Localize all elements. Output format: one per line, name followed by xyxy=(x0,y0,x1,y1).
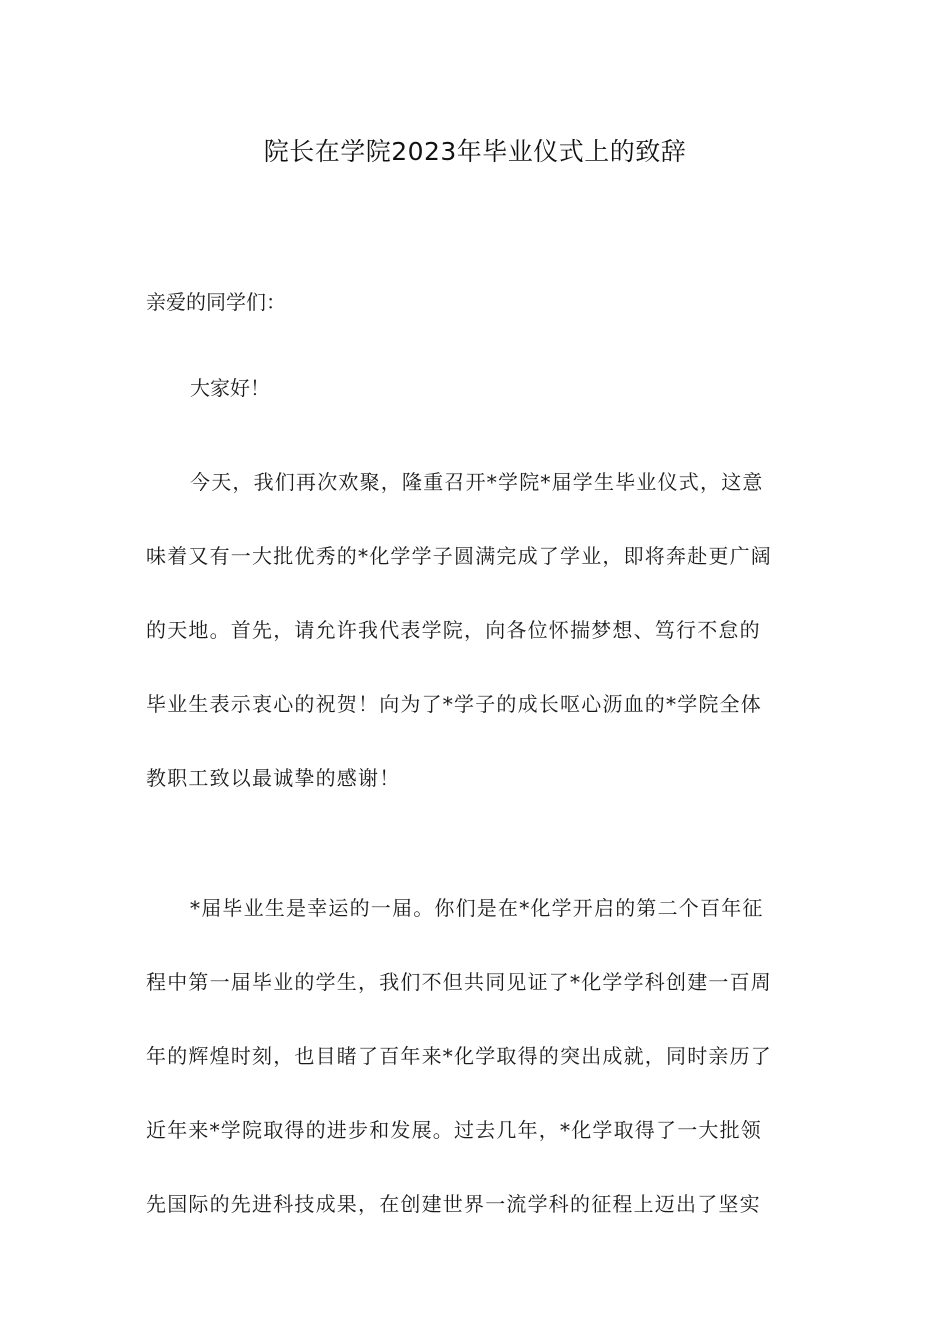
salutation: 亲爱的同学们： xyxy=(146,290,286,314)
paragraph-2 xyxy=(146,871,806,1241)
paragraph-line: 近年来*学院取得的进步和发展。过去几年，*化学取得了一大批领 xyxy=(146,1118,762,1142)
paragraph-line: 的天地。首先，请允许我代表学院，向各位怀揣梦想、笃行不怠的 xyxy=(146,618,761,642)
paragraph-line: 先国际的先进科技成果，在创建世界一流学科的征程上迈出了坚实 xyxy=(146,1192,761,1216)
paragraph-line: 程中第一届毕业的学生，我们不但共同见证了*化学学科创建一百周 xyxy=(146,970,772,994)
document-body xyxy=(146,287,806,1241)
greeting: 大家好！ xyxy=(190,376,270,400)
paragraph-line: 今天，我们再次欢聚，隆重召开*学院*届学生毕业仪式，这意 xyxy=(190,470,764,494)
document-title: 院长在学院2023年毕业仪式上的致辞 xyxy=(263,137,687,166)
paragraph-line: 年的辉煌时刻，也目睹了百年来*化学取得的突出成就，同时亲历了 xyxy=(146,1044,772,1068)
paragraph-line: 毕业生表示衷心的祝贺！向为了*学子的成长呕心沥血的*学院全体 xyxy=(146,692,762,716)
paragraph-line: 味着又有一大批优秀的*化学学子圆满完成了学业，即将奔赴更广阔 xyxy=(146,544,772,568)
paragraph-line: 教职工致以最诚挚的感谢！ xyxy=(146,766,401,790)
paragraph-line: *届毕业生是幸运的一届。你们是在*化学开启的第二个百年征 xyxy=(190,896,764,920)
paragraph-1 xyxy=(146,445,806,815)
